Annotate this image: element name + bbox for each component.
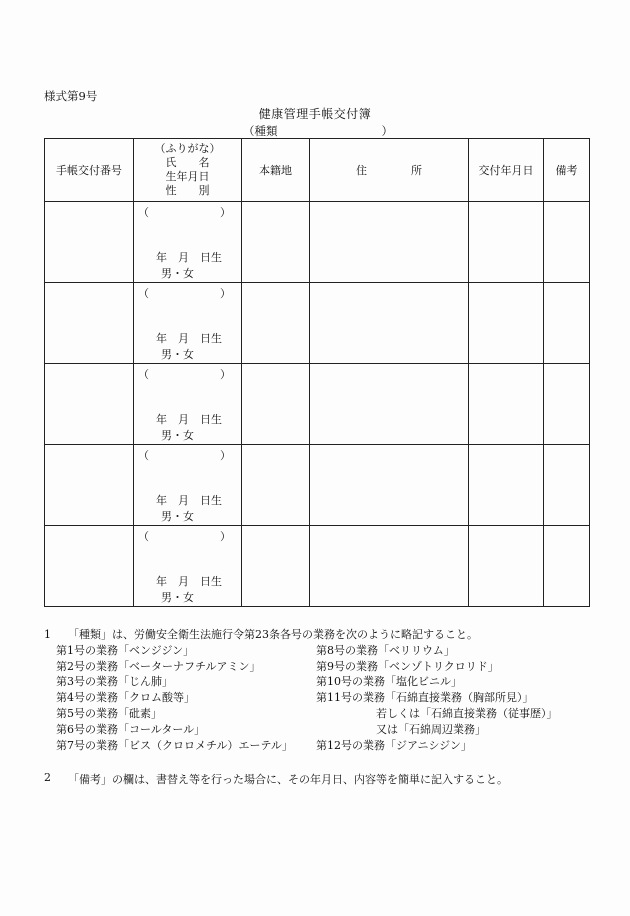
address-cell[interactable] [310, 445, 469, 526]
paren-open: （ [138, 530, 149, 543]
table-row [45, 202, 590, 283]
sex-label: 男・女 [161, 267, 194, 280]
book-number-cell[interactable] [45, 445, 134, 526]
remarks-cell[interactable] [544, 202, 590, 283]
header-name: 氏 名 [165, 156, 210, 169]
remarks-cell[interactable] [544, 364, 590, 445]
paren-close: ） [220, 368, 231, 381]
name-cell[interactable] [134, 445, 242, 526]
furigana-parens [138, 285, 231, 301]
paren-close: ） [220, 449, 231, 462]
form-number: 様式第9号 [44, 89, 98, 103]
address-cell[interactable] [310, 526, 469, 607]
book-number-cell[interactable] [45, 202, 134, 283]
table-row [45, 283, 590, 364]
note1-number: 1 [44, 628, 51, 641]
left-list-item: 第7号の業務「ビス（クロロメチル）エーテル」 [56, 738, 293, 752]
right-list-item: 第12号の業務「ジアニシジン」 [316, 738, 472, 752]
sex-label: 男・女 [161, 591, 194, 604]
header-book-number: 手帳交付番号 [45, 139, 134, 202]
note2-number: 2 [44, 771, 51, 784]
issue-date-cell[interactable] [469, 202, 544, 283]
note1-text: 「種類」は、労働安全衛生法施行令第23条各号の業務を次のように略記すること。 [68, 628, 478, 641]
dob-label: 年 月 日生 [156, 575, 222, 588]
dob-label: 年 月 日生 [156, 251, 222, 264]
domicile-cell[interactable] [242, 526, 310, 607]
book-number-cell[interactable] [45, 283, 134, 364]
header-remarks: 備考 [544, 139, 590, 202]
paren-close: ） [220, 287, 231, 300]
left-list-item: 第3号の業務「じん肺」 [56, 675, 173, 689]
right-list-item: 第8号の業務「ベリリウム」 [316, 643, 455, 657]
sex-label: 男・女 [161, 510, 194, 523]
right-list-item: 第11号の業務「石綿直接業務（胸部所見）」 [316, 691, 534, 705]
issue-date-cell[interactable] [469, 364, 544, 445]
name-cell[interactable] [134, 526, 242, 607]
dob-label: 年 月 日生 [156, 332, 222, 345]
notes [44, 627, 558, 755]
header-domicile: 本籍地 [242, 139, 310, 202]
table-header-row [45, 139, 590, 202]
issue-date-cell[interactable] [469, 283, 544, 364]
right-list-item: 若しくは「石綿直接業務（従事歴）」 [376, 706, 558, 720]
right-list-item: 第10号の業務「塩化ビニル」 [316, 675, 462, 689]
table-row [45, 364, 590, 445]
furigana-parens [138, 366, 231, 382]
name-cell[interactable] [134, 364, 242, 445]
left-list-item: 第2号の業務「ベーターナフチルアミン」 [56, 659, 261, 673]
address-cell[interactable] [310, 283, 469, 364]
header-furigana: （ふりがな） [154, 142, 221, 155]
remarks-cell[interactable] [544, 283, 590, 364]
name-cell[interactable] [134, 202, 242, 283]
paren-close: ） [220, 206, 231, 219]
furigana-parens [138, 204, 231, 220]
left-item-list [56, 643, 293, 754]
name-cell[interactable] [134, 283, 242, 364]
remarks-cell[interactable] [544, 445, 590, 526]
left-list-item: 第6号の業務「コールタール」 [56, 722, 206, 736]
remarks-cell[interactable] [544, 526, 590, 607]
header-sex: 性 別 [165, 184, 210, 197]
dob-label: 年 月 日生 [156, 494, 222, 507]
sex-label: 男・女 [161, 429, 194, 442]
type-label: （種類 [243, 124, 278, 138]
book-number-cell[interactable] [45, 364, 134, 445]
left-list-item: 第4号の業務「クロム酸等」 [56, 691, 195, 705]
paren-open: （ [138, 206, 149, 219]
header-name-block [134, 139, 242, 202]
domicile-cell[interactable] [242, 364, 310, 445]
type-field [243, 123, 393, 139]
paren-open: （ [138, 287, 149, 300]
table-row [45, 445, 590, 526]
paren-close: ） [220, 530, 231, 543]
domicile-cell[interactable] [242, 202, 310, 283]
register-table [44, 138, 590, 607]
book-number-cell[interactable] [45, 526, 134, 607]
left-list-item: 第5号の業務「砒素」 [56, 706, 162, 720]
header-dob: 生年月日 [165, 170, 210, 183]
issue-date-cell[interactable] [469, 526, 544, 607]
address-cell[interactable] [310, 202, 469, 283]
note2-text: 「備考」の欄は、書替え等を行った場合に、その年月日、内容等を簡単に記入すること。 [68, 773, 508, 786]
note2 [44, 771, 508, 787]
furigana-parens [138, 447, 231, 463]
header-address: 住 所 [310, 139, 469, 202]
address-cell[interactable] [310, 364, 469, 445]
left-list-item: 第1号の業務「ベンジジン」 [56, 643, 195, 657]
right-list-item: 又は「石綿周辺業務」 [376, 722, 486, 736]
table-row [45, 526, 590, 607]
dob-label: 年 月 日生 [156, 413, 222, 426]
header-issue-date: 交付年月日 [469, 139, 544, 202]
sex-label: 男・女 [161, 348, 194, 361]
paren-open: （ [138, 449, 149, 462]
page-title: 健康管理手帳交付簿 [258, 107, 372, 121]
domicile-cell[interactable] [242, 445, 310, 526]
domicile-cell[interactable] [242, 283, 310, 364]
furigana-parens [138, 528, 231, 544]
type-close: ） [381, 124, 393, 138]
right-list-item: 第9号の業務「ベンゾトリクロリド」 [316, 659, 499, 673]
paren-open: （ [138, 368, 149, 381]
right-item-list [316, 643, 558, 754]
issue-date-cell[interactable] [469, 445, 544, 526]
